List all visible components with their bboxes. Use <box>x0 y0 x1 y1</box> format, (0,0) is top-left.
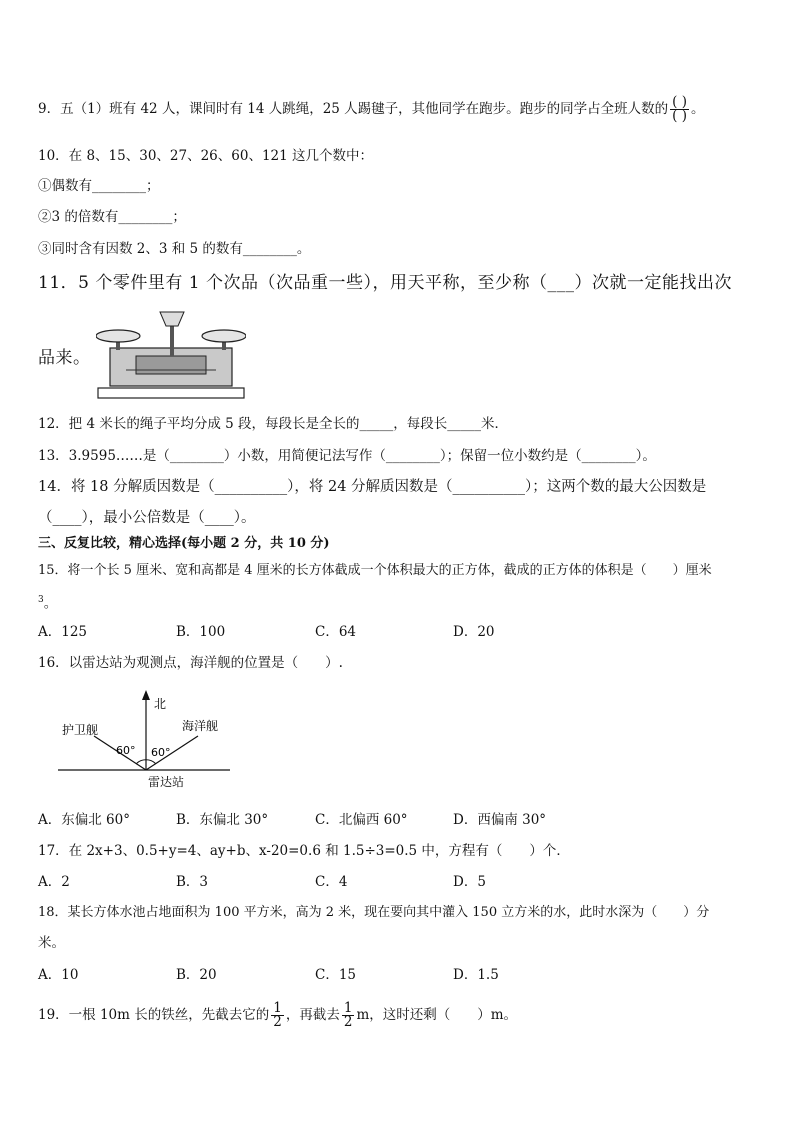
q19-mid: ，再截去 <box>285 1007 340 1023</box>
q19-frac1-num: 1 <box>273 1000 282 1016</box>
q17-option-b: B．3 <box>176 874 209 890</box>
q19-fraction-2 <box>342 1002 355 1029</box>
q13-text: 13．3.9595……是（________）小数，用简便记法写作（________）；保留一位小数约是（________）。 <box>38 448 656 464</box>
q18-line2: 米。 <box>38 935 65 951</box>
q14-line1: 14．将 18 分解质因数是（__________），将 24 分解质因数是（__________）；这两个数的最大公因数是 <box>38 479 707 495</box>
q18-option-c: C．15 <box>315 967 357 983</box>
q16-option-a: A．东偏北 60° <box>38 812 130 828</box>
escort-ship-label: 护卫舰 <box>62 723 99 737</box>
q15-option-c: C．64 <box>315 624 357 640</box>
question-19 <box>38 1002 517 1029</box>
q16-option-d: D．西偏南 30° <box>453 812 547 828</box>
q16-option-c: C．北偏西 60° <box>315 812 408 828</box>
q18-line1: 18．某长方体水池占地面积为 100 平方米，高为 2 米，现在要向其中灌入 150 立方米的水，此时水深为（ ）分 <box>38 905 710 920</box>
q19-frac2-den: 2 <box>343 1014 353 1030</box>
q15-end: 。 <box>43 595 58 612</box>
q9-fraction <box>670 96 689 123</box>
q19-fraction-1 <box>271 1002 284 1029</box>
q9-end: 。 <box>691 101 705 117</box>
q18-option-b: B．20 <box>176 967 217 983</box>
q18-option-d: D．1.5 <box>453 967 499 983</box>
q10-item-a: ①偶数有________； <box>38 178 160 194</box>
left-angle-label: 60° <box>116 744 136 757</box>
q15-option-a: A．125 <box>38 624 88 640</box>
q9-frac-den: ( ) <box>672 108 687 124</box>
q18-option-a: A．10 <box>38 967 79 983</box>
q16-text: 16．以雷达站为观测点，海洋舰的位置是（ ）. <box>38 655 343 671</box>
q10-item-b: ②3 的倍数有________； <box>38 209 186 225</box>
q15-line1: 15．将一个长 5 厘米、宽和高都是 4 厘米的长方体截成一个体积最大的正方体，截成的正方体的体积是（ ）厘米 <box>38 563 712 578</box>
q10-text: 10．在 8、15、30、27、26、60、121 这几个数中： <box>38 148 374 164</box>
radar-direction-diagram <box>58 688 234 792</box>
q17-text: 17．在 2x+3、0.5+y=4、ay+b、x-20=0.6 和 1.5÷3=0.5 中，方程有（ ）个． <box>38 843 570 859</box>
q15-option-b: B．100 <box>176 624 226 640</box>
q17-option-c: C．4 <box>315 874 348 890</box>
q17-option-d: D．5 <box>453 874 486 890</box>
ocean-ship-label: 海洋舰 <box>182 719 219 733</box>
q16-option-b: B．东偏北 30° <box>176 812 269 828</box>
right-angle-label: 60° <box>151 746 171 759</box>
balance-scale-image <box>96 308 246 400</box>
q11-line2: 品来。 <box>38 348 91 368</box>
radar-station-label: 雷达站 <box>148 775 185 789</box>
q11-line1: 11．5 个零件里有 1 个次品（次品重一些），用天平称，至少称（___）次就一定能找出次 <box>38 273 732 293</box>
question-9 <box>38 96 705 123</box>
q19-frac1-den: 2 <box>273 1014 282 1030</box>
q15-option-d: D．20 <box>453 624 495 640</box>
north-label: 北 <box>154 697 167 711</box>
q19-pre: 19．一根 10m 长的铁丝，先截去它的 <box>38 1007 270 1023</box>
q19-frac2-num: 1 <box>343 1000 353 1016</box>
q9-frac-num: ( ) <box>672 94 687 110</box>
q19-post: m，这时还剩（ ）m。 <box>356 1007 518 1023</box>
q14-line2: （____），最小公倍数是（____）。 <box>38 510 256 526</box>
q12-text: 12．把 4 米长的绳子平均分成 5 段，每段长是全长的_____，每段长_____米． <box>38 416 509 432</box>
section-3-header: 三、反复比较，精心选择(每小题 2 分，共 10 分) <box>38 536 330 551</box>
q15-superscript: 3 <box>38 595 44 605</box>
q9-text: 9．五（1）班有 42 人，课间时有 14 人跳绳，25 人踢毽子，其他同学在跑步。跑步的同学占全班人数的 <box>38 101 669 117</box>
q15-line2 <box>38 590 57 614</box>
q10-item-c: ③同时含有因数 2、3 和 5 的数有________。 <box>38 241 311 257</box>
q17-option-a: A．2 <box>38 874 70 890</box>
